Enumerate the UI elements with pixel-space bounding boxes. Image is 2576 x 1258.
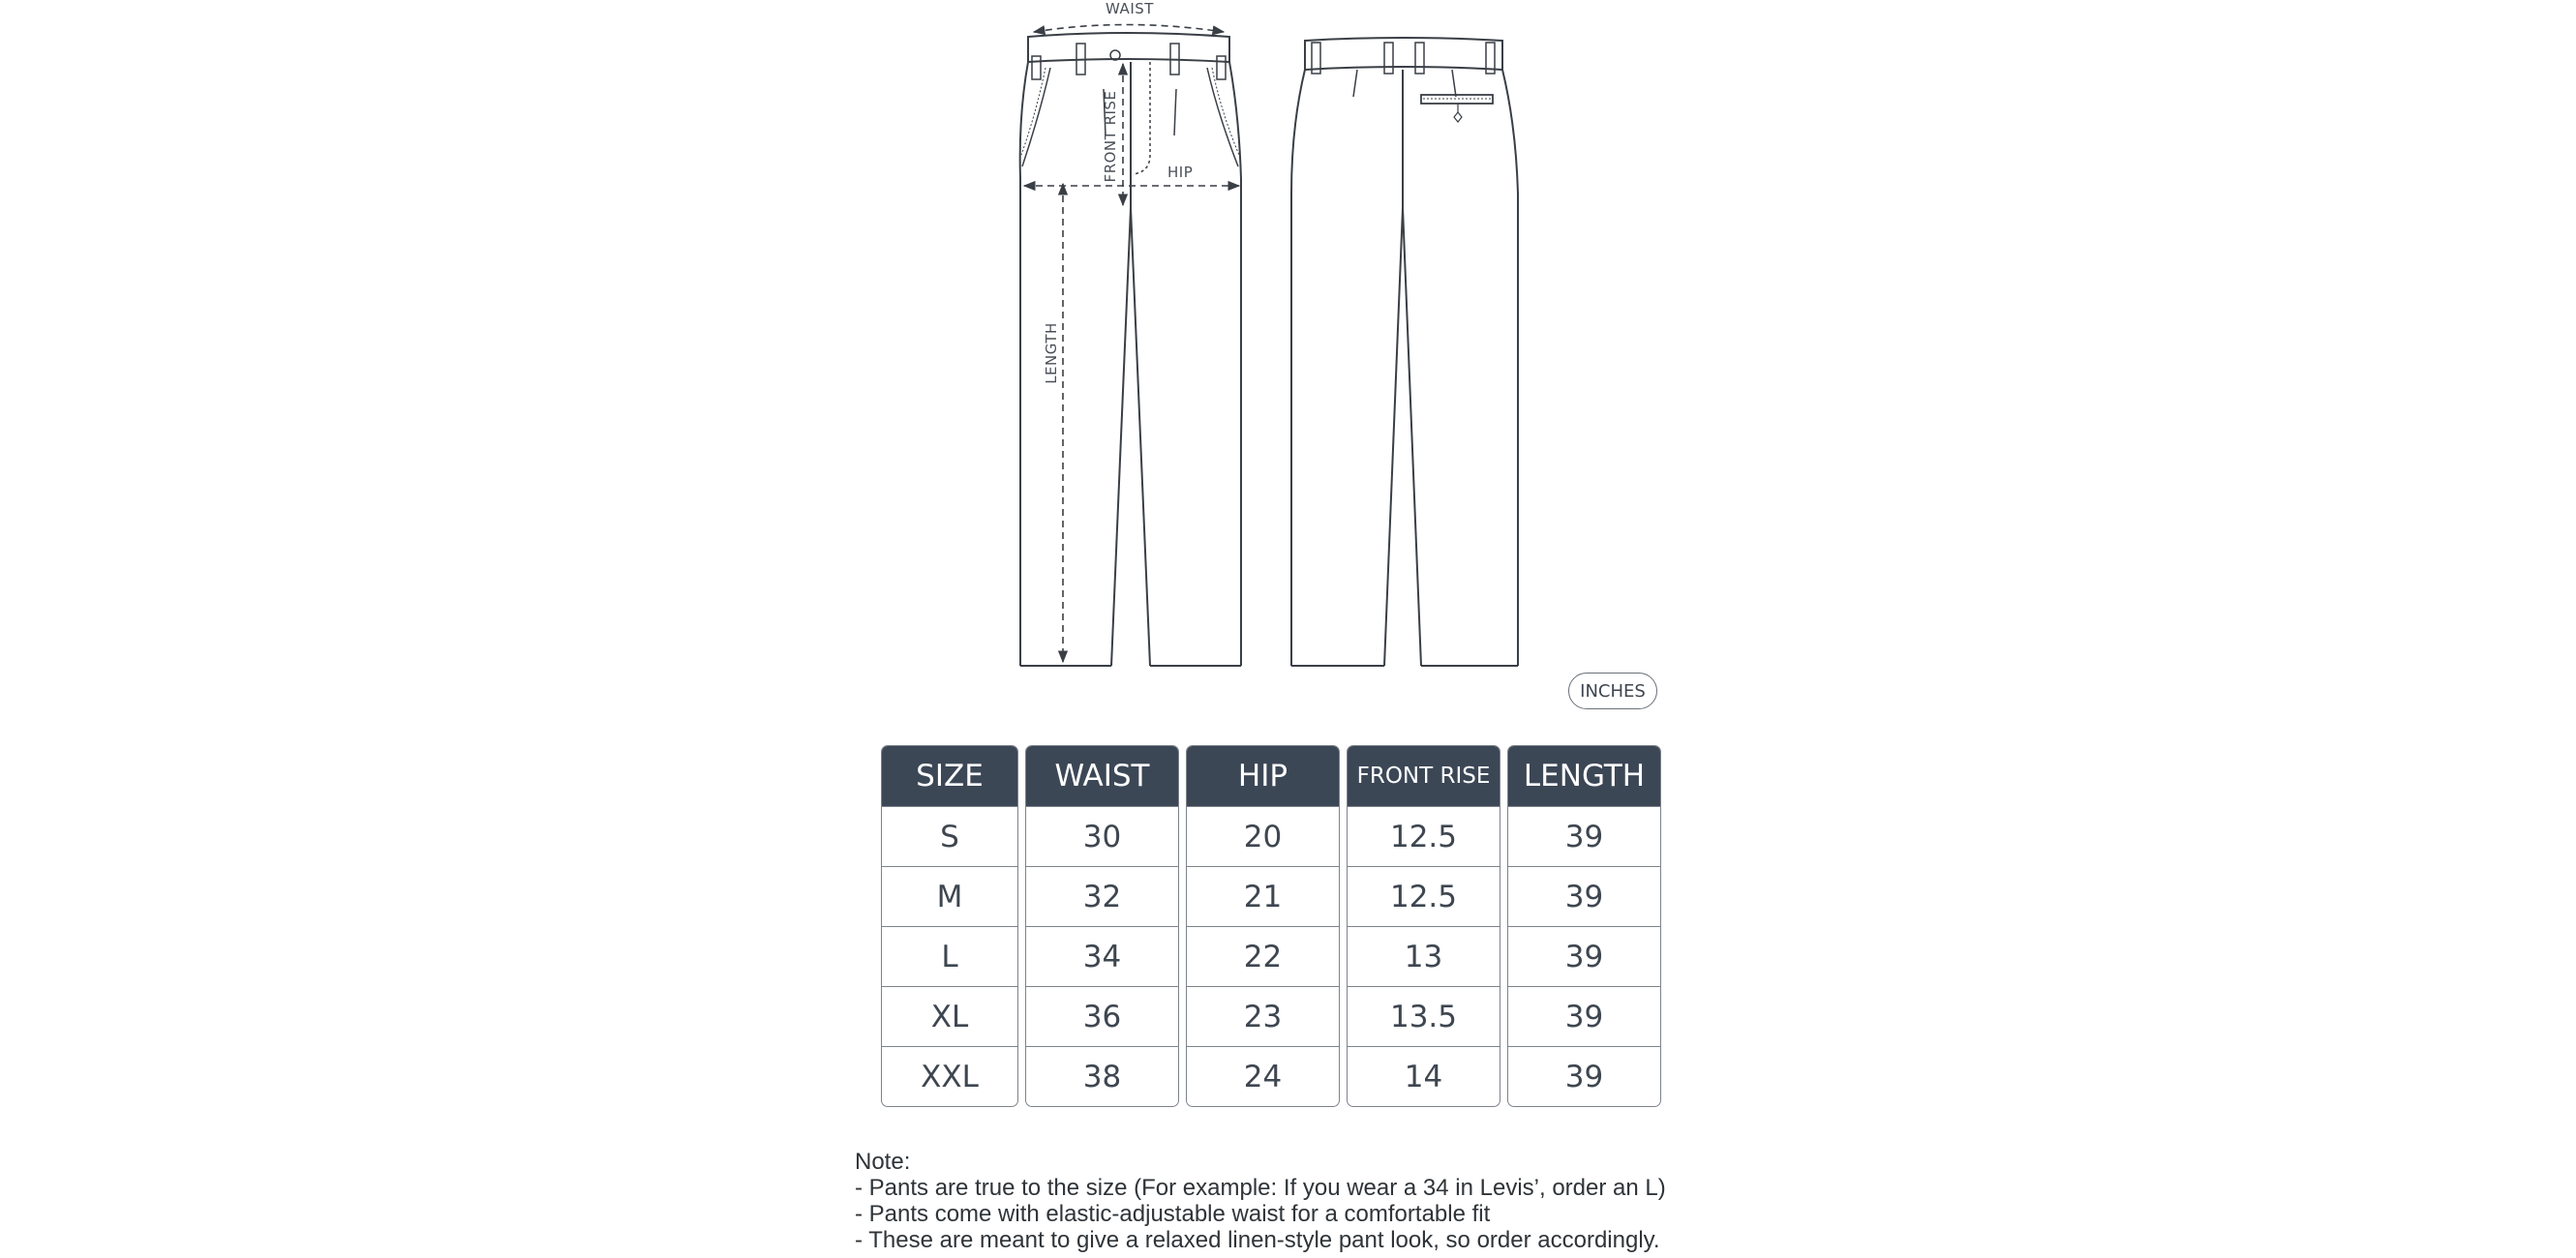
table-cell: M — [882, 866, 1017, 926]
front-rise-column — [1347, 745, 1500, 1107]
notes-heading: Note: — [855, 1149, 911, 1175]
table-cell: 21 — [1187, 866, 1339, 926]
size-column — [881, 745, 1018, 1107]
table-cell: 39 — [1508, 986, 1660, 1046]
note-line: - Pants come with elastic-adjustable waist for a comfortable fit — [855, 1201, 1491, 1227]
table-cell: 32 — [1026, 866, 1178, 926]
front-rise-header: FRONT RISE — [1348, 746, 1500, 806]
table-cell: XXL — [882, 1046, 1017, 1106]
table-cell: 39 — [1508, 1046, 1660, 1106]
size-chart-table — [881, 745, 1661, 1107]
table-cell: 30 — [1026, 806, 1178, 866]
front-rise-label: FRONT RISE — [1102, 90, 1119, 183]
table-cell: 36 — [1026, 986, 1178, 1046]
hip-label: HIP — [1167, 164, 1194, 181]
unit-badge: INCHES — [1568, 673, 1657, 709]
table-cell: 12.5 — [1348, 866, 1500, 926]
waist-column — [1025, 745, 1179, 1107]
note-line: - These are meant to give a relaxed linen-style pant look, so order accordingly. — [855, 1227, 1660, 1253]
table-cell: XL — [882, 986, 1017, 1046]
table-cell: 38 — [1026, 1046, 1178, 1106]
hip-header: HIP — [1187, 746, 1339, 806]
waist-measure-line — [1034, 25, 1224, 33]
note-line: - Pants are true to the size (For example: If you wear a 34 in Levis’, order an L) — [855, 1175, 1666, 1201]
size-header: SIZE — [882, 746, 1017, 806]
pants-back-view — [1291, 38, 1518, 666]
length-label: LENGTH — [1043, 322, 1060, 384]
table-cell: L — [882, 926, 1017, 986]
table-cell: 39 — [1508, 926, 1660, 986]
waist-header: WAIST — [1026, 746, 1178, 806]
notes-section — [855, 1149, 1666, 1253]
table-cell: 23 — [1187, 986, 1339, 1046]
table-cell: 39 — [1508, 806, 1660, 866]
table-cell: 13 — [1348, 926, 1500, 986]
table-cell: 22 — [1187, 926, 1339, 986]
table-cell: 14 — [1348, 1046, 1500, 1106]
table-cell: S — [882, 806, 1017, 866]
length-header: LENGTH — [1508, 746, 1660, 806]
length-column — [1507, 745, 1661, 1107]
table-cell: 34 — [1026, 926, 1178, 986]
hip-column — [1186, 745, 1340, 1107]
waist-label: WAIST — [1106, 0, 1154, 17]
table-cell: 20 — [1187, 806, 1339, 866]
table-cell: 13.5 — [1348, 986, 1500, 1046]
table-cell: 24 — [1187, 1046, 1339, 1106]
table-cell: 12.5 — [1348, 806, 1500, 866]
table-cell: 39 — [1508, 866, 1660, 926]
